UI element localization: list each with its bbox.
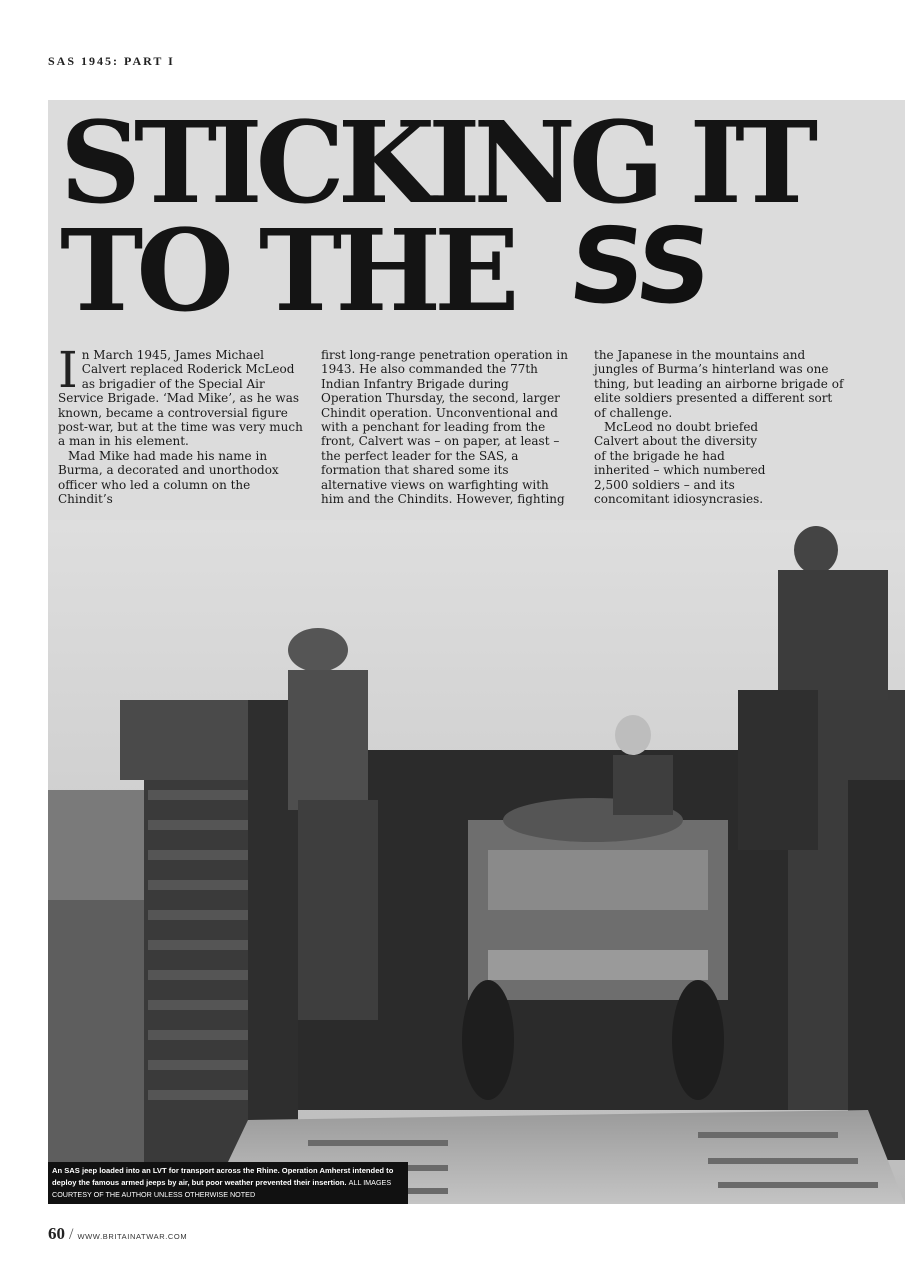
article-paragraph: McLeod no doubt briefed Calvert about the diversity of the brigade he had inherited – which numbered 2,500 soldiers – and its concomitant idiosyncrasies. — [594, 420, 766, 507]
headline-ss-stencil: SS — [563, 205, 714, 327]
article-column-1 — [58, 341, 306, 507]
photo-caption — [48, 1162, 408, 1204]
footer-divider: / — [69, 1226, 74, 1243]
headline-line-2: TO THE — [60, 206, 513, 337]
article-column-2 — [321, 348, 571, 506]
article-paragraph: n March 1945, James Michael Calvert replaced Roderick McLeod as brigadier of the Special Air Service Brigade. ‘Mad Mike’, as he was known, became a controversial figure post-war, but at the time was very much a man in his element. — [58, 348, 303, 449]
page-footer — [48, 1224, 187, 1244]
page-number: 60 — [48, 1224, 65, 1243]
caption-credit: ALL IMAGES COURTESY OF THE AUTHOR UNLESS OTHERWISE NOTED — [52, 1178, 392, 1199]
article-column-3 — [594, 348, 846, 506]
headline-line-1: STICKING IT — [60, 98, 812, 229]
lvt-jeep-photo — [48, 520, 905, 1204]
footer-url[interactable]: WWW.BRITAINATWAR.COM — [77, 1232, 188, 1241]
article-paragraph: the Japanese in the mountains and jungles of Burma’s hinterland was one thing, but leading an airborne brigade of elite soldiers presented a different sort of challenge. — [594, 348, 844, 420]
article-paragraph: first long-range penetration operation in 1943. He also commanded the 77th Indian Infantry Brigade during Operation Thursday, the second, larger Chindit operation. Unconventional and with a penchant for leading from the front, Calvert was – on paper, at least – the perfect leader for the SAS, a formation that shared some its alternative views on warfighting with him and the Chindits. However, fighting — [321, 348, 568, 507]
article-paragraph: Mad Mike had made his name in Burma, a decorated and unorthodox officer who led a column on the Chindit’s — [58, 448, 279, 507]
dropcap: I — [58, 341, 78, 399]
caption-text: An SAS jeep loaded into an LVT for transport across the Rhine. Operation Amherst intended to deploy the famous armed jeeps by air, but poor weather prevented their insertion. — [52, 1166, 394, 1187]
section-label: SAS 1945: PART I — [48, 54, 175, 68]
